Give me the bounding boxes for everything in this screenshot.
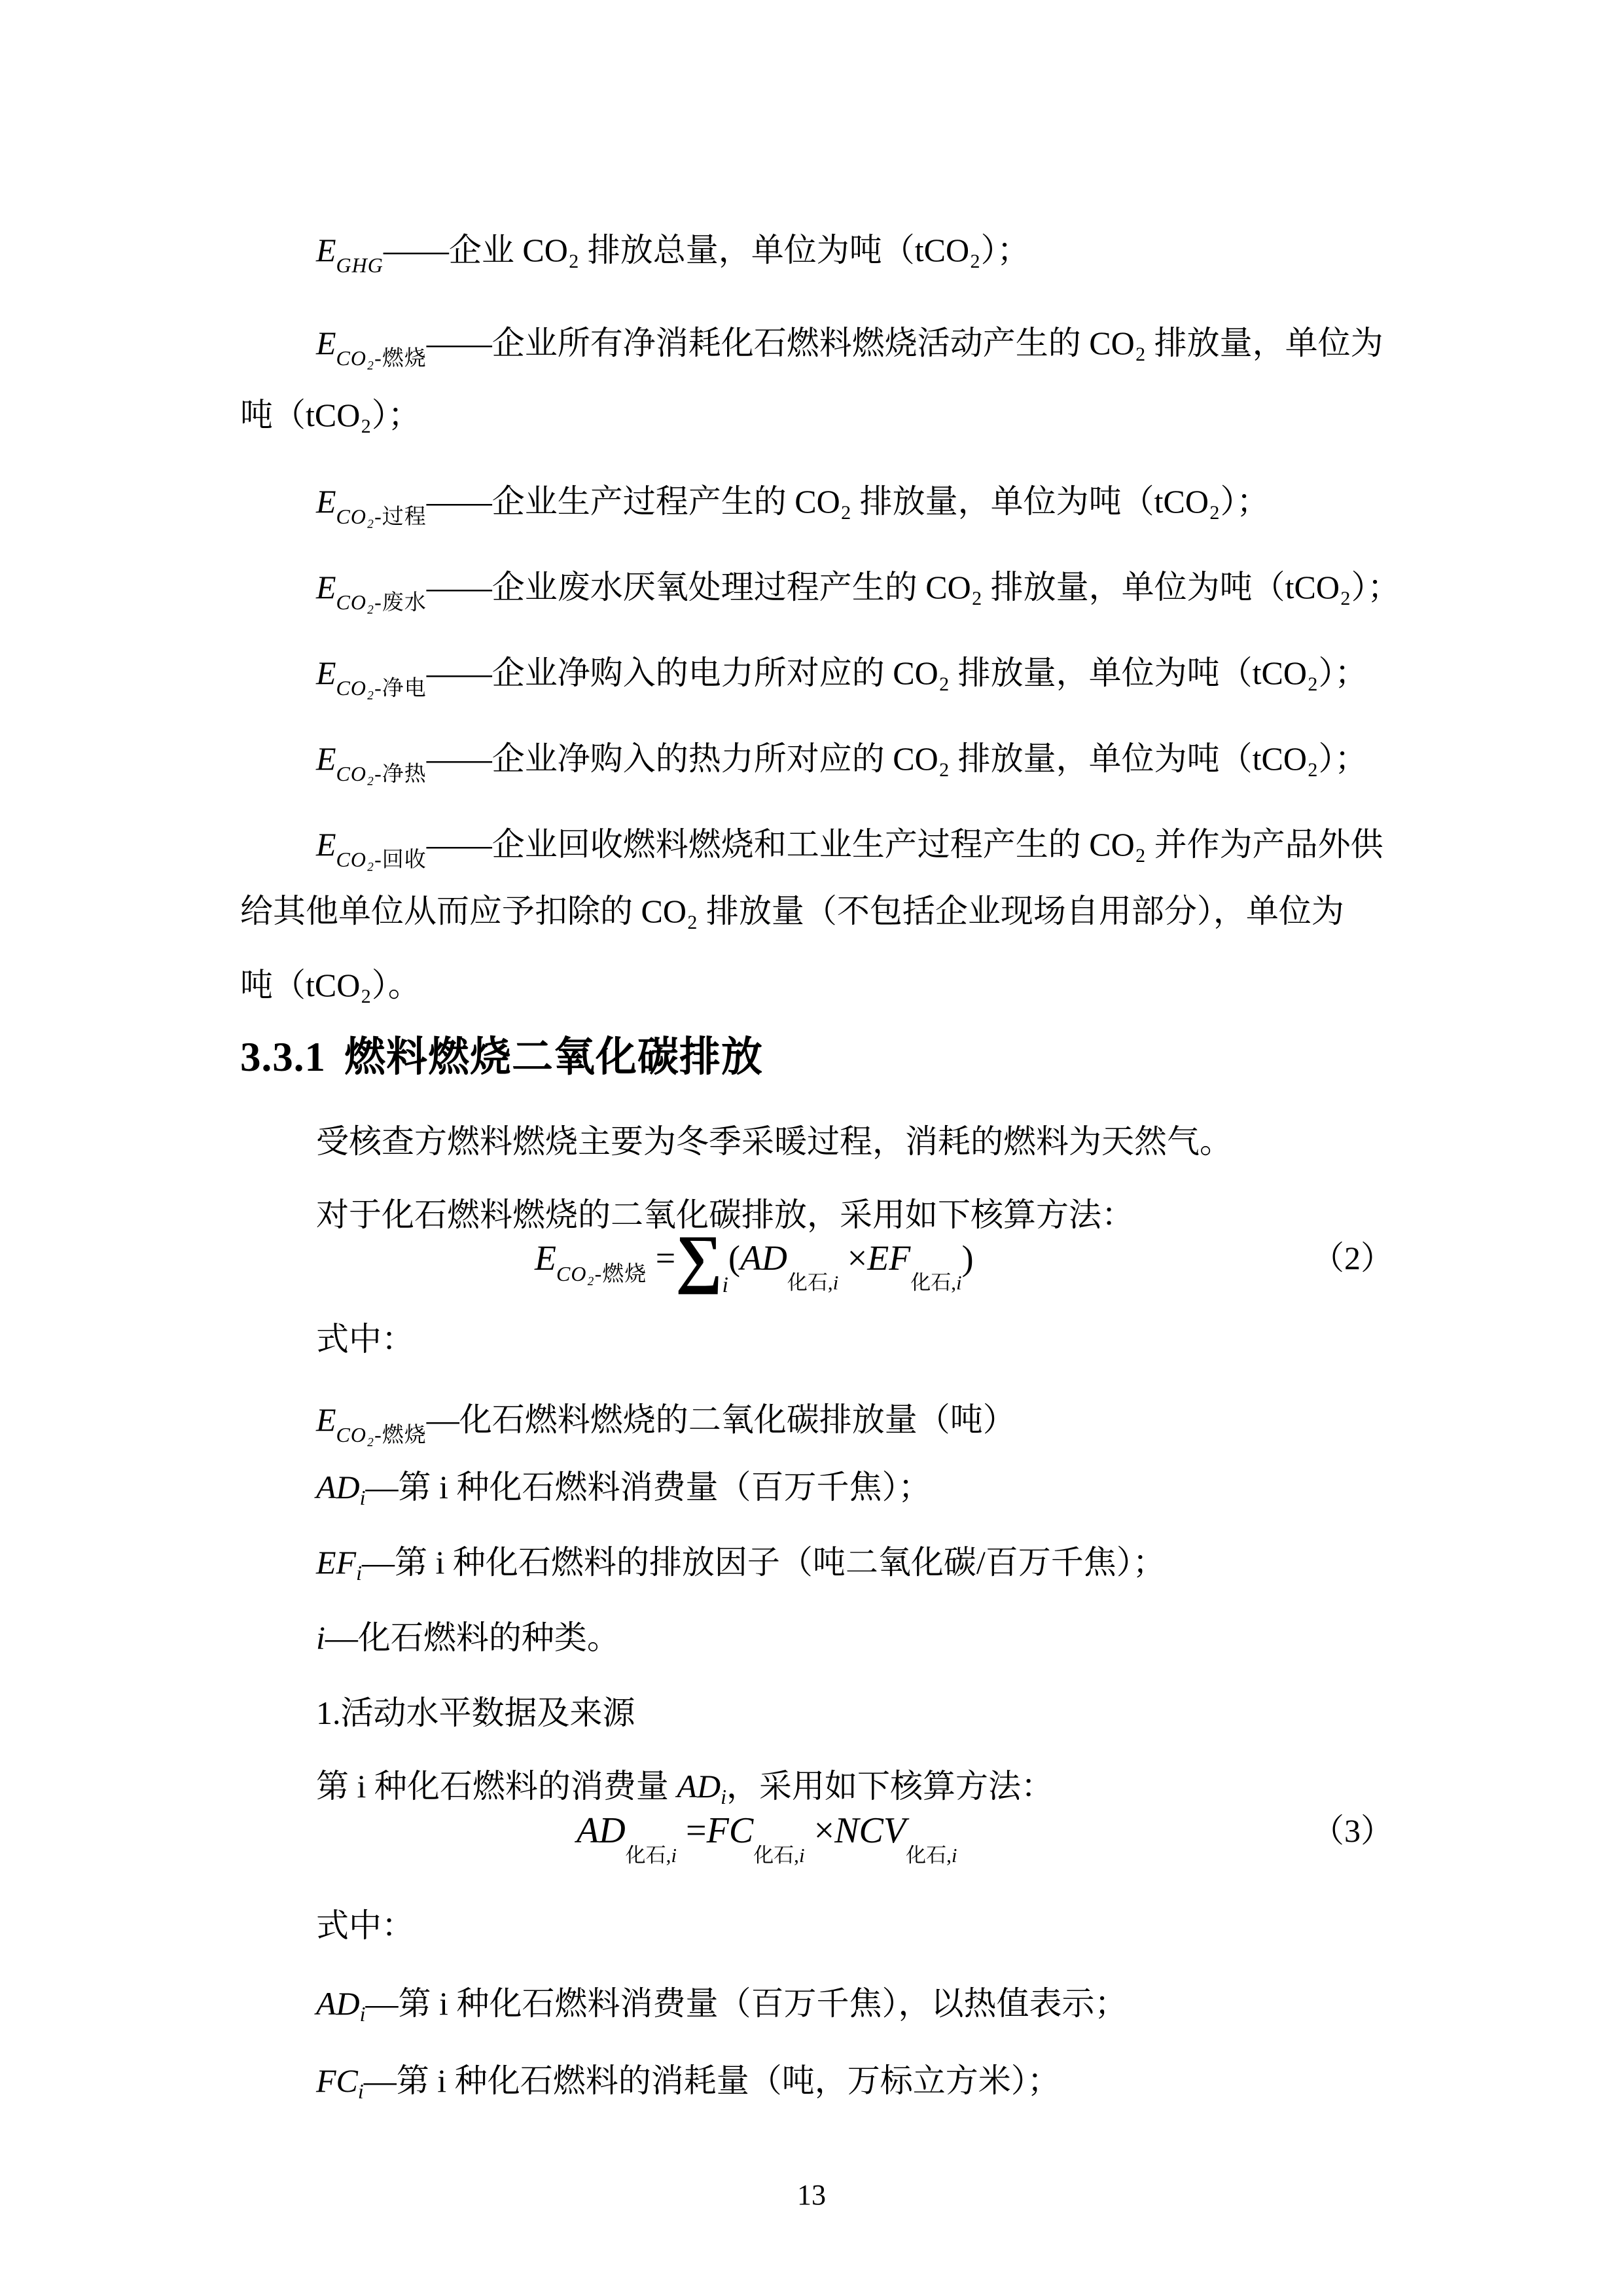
section-title: 燃料燃烧二氧化碳排放 <box>344 1034 763 1080</box>
section-heading <box>240 1034 763 1080</box>
definition-text: ——企业生产过程产生的 CO₂ 排放量，单位为吨（tCO₂）； <box>426 483 1270 520</box>
symbol-e-co2-jingre: $E_{CO_2-净热}$ <box>316 740 427 786</box>
where-label: 式中： <box>316 1907 414 1944</box>
definition-line-fci: $FC_i—$第 i 种化石燃料的消耗量（吨，万标立方米）； <box>316 2062 1060 2103</box>
symbol-fci: $FC_i$ <box>316 2062 364 2103</box>
definition-text: ——企业回收燃料燃烧和工业生产过程产生的 CO₂ 并作为产品外供 <box>426 826 1383 863</box>
definition-line-eghg <box>316 231 1030 277</box>
symbol-efi: $EF_i$ <box>316 1544 362 1585</box>
symbol-e-co2-jingdian: $E_{CO_2-净电}$ <box>316 655 427 700</box>
summation-icon: ∑ <box>675 1222 722 1295</box>
symbol-e-co2-guocheng: $E_{CO_2-过程}$ <box>316 483 427 529</box>
symbol-i: i <box>316 1619 325 1656</box>
definition-line-eco2-feishui <box>316 568 1400 615</box>
definition-line-i: i—化石燃料的种类。 <box>316 1619 620 1656</box>
definition-text: ——企业废水厌氧处理过程产生的 CO₂ 排放量，单位为吨（tCO₂）； <box>426 569 1400 605</box>
definition-line-eco2-ranshao <box>316 324 1383 370</box>
symbol-e-co2-ranshao: $E_{CO_2-燃烧}$ <box>316 1401 427 1447</box>
formula-3-body: $AD_{化石,i} =FC_{化石,i} \times NCV_{化石,i}$ <box>577 1810 957 1867</box>
definition-line-adi: $AD_i—$第 i 种化石燃料消费量（百万千焦）； <box>316 1469 931 1509</box>
definition-line-eco2-guocheng <box>316 482 1270 529</box>
where-label: 式中： <box>316 1321 414 1357</box>
definition-line-formula2-lhs: $E_{CO_2-燃烧}—$化石燃料燃烧的二氧化碳排放量（吨） <box>316 1401 1016 1447</box>
symbol-e-ghg: $E_{GHG}$ <box>316 232 383 277</box>
definition-text: ——企业净购入的热力所对应的 CO₂ 排放量，单位为吨（tCO₂）； <box>426 740 1368 777</box>
paragraph: 第 i 种化石燃料的消费量 $AD_i$，采用如下核算方法： <box>316 1768 1054 1808</box>
definition-line-eco2-huishou <box>316 825 1383 872</box>
paragraph: 受核查方燃料燃烧主要为冬季采暖过程，消耗的燃料为天然气。 <box>316 1123 1232 1160</box>
formula-3-number: （3） <box>1311 1812 1393 1849</box>
symbol-adi: $AD_i$ <box>677 1768 726 1808</box>
definition-text: ——企业 CO₂ 排放总量，单位为吨（tCO₂）； <box>383 232 1030 268</box>
paragraph: 对于化石燃料燃烧的二氧化碳排放，采用如下核算方法： <box>316 1196 1134 1233</box>
definition-line-eco2-jingdian <box>316 654 1368 700</box>
section-number: 3.3.1 <box>240 1034 326 1080</box>
symbol-e-co2-feishui: $E_{CO_2-废水}$ <box>316 569 427 615</box>
continuation-line: 给其他单位从而应予扣除的 CO₂ 排放量（不包括企业现场自用部分），单位为 <box>240 893 1344 929</box>
symbol-adi: $AD_i$ <box>316 1469 366 1509</box>
definition-line-efi: $EF_i—$第 i 种化石燃料的排放因子（吨二氧化碳/百万千焦）； <box>316 1544 1166 1585</box>
definition-text: ——企业净购入的电力所对应的 CO₂ 排放量，单位为吨（tCO₂）； <box>426 655 1368 691</box>
definition-text: ——企业所有净消耗化石燃料燃烧活动产生的 CO₂ 排放量，单位为 <box>426 325 1383 361</box>
definition-line-eco2-jingre <box>316 740 1368 786</box>
symbol-e-co2-ranshao: $E_{CO_2-燃烧}$ <box>316 325 427 370</box>
page-number: 13 <box>797 2179 826 2211</box>
symbol-e-co2-huishou: $E_{CO_2-回收}$ <box>316 826 427 872</box>
continuation-line: 吨（tCO₂）。 <box>240 967 421 1003</box>
continuation-line: 吨（tCO₂）； <box>240 397 421 433</box>
formula-2-body: $E_{CO_2-燃烧} =\sum_i(AD_{化石,i} \times EF_{化石,i})$ <box>535 1222 974 1297</box>
symbol-adi: $AD_i$ <box>316 1985 366 2026</box>
list-item-activity-data: 1.活动水平数据及来源 <box>316 1695 635 1731</box>
formula-2-number: （2） <box>1311 1240 1393 1276</box>
definition-line-adi: $AD_i—$第 i 种化石燃料消费量（百万千焦），以热值表示； <box>316 1985 1128 2026</box>
